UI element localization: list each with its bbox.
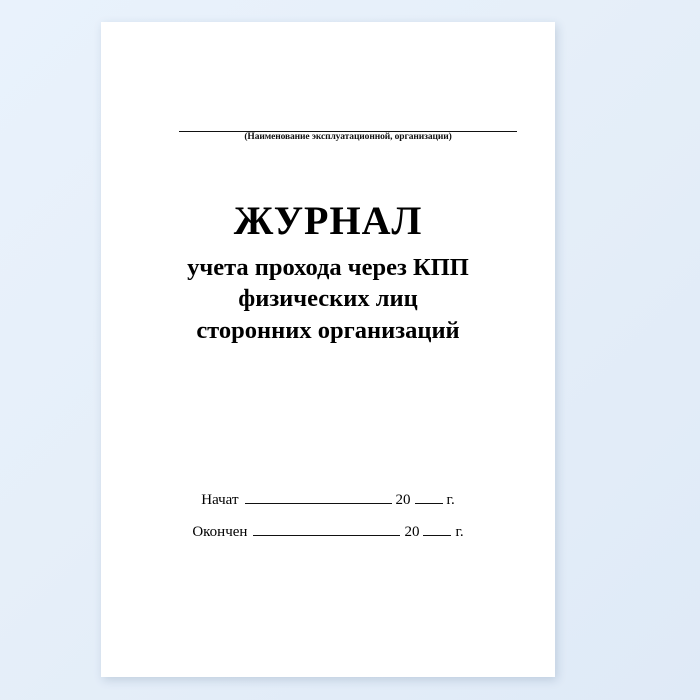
subtitle-line-2: физических лиц — [238, 285, 418, 313]
document-title: ЖУРНАЛ — [233, 198, 423, 243]
started-label: Начат — [201, 492, 239, 508]
document-subtitle — [125, 252, 531, 346]
started-year-blank[interactable] — [415, 492, 443, 504]
dates-block — [125, 492, 531, 556]
finished-date-blank[interactable] — [253, 524, 400, 536]
started-year-suffix: г. — [446, 492, 455, 508]
document-page — [101, 22, 555, 677]
finished-year-suffix: г. — [455, 524, 464, 540]
started-row — [125, 492, 531, 509]
started-year-prefix: 20 — [395, 492, 411, 508]
finished-label: Окончен — [192, 524, 248, 540]
finished-row — [125, 524, 531, 541]
finished-year-blank[interactable] — [423, 524, 451, 536]
subtitle-line-1: учета прохода через КПП — [187, 254, 469, 281]
started-date-blank[interactable] — [245, 492, 392, 504]
title-block — [125, 200, 531, 346]
finished-year-prefix: 20 — [404, 524, 420, 540]
organization-name-caption: (Наименование эксплуатационной, организации) — [244, 132, 452, 142]
subtitle-line-3: сторонних организаций — [196, 316, 460, 344]
